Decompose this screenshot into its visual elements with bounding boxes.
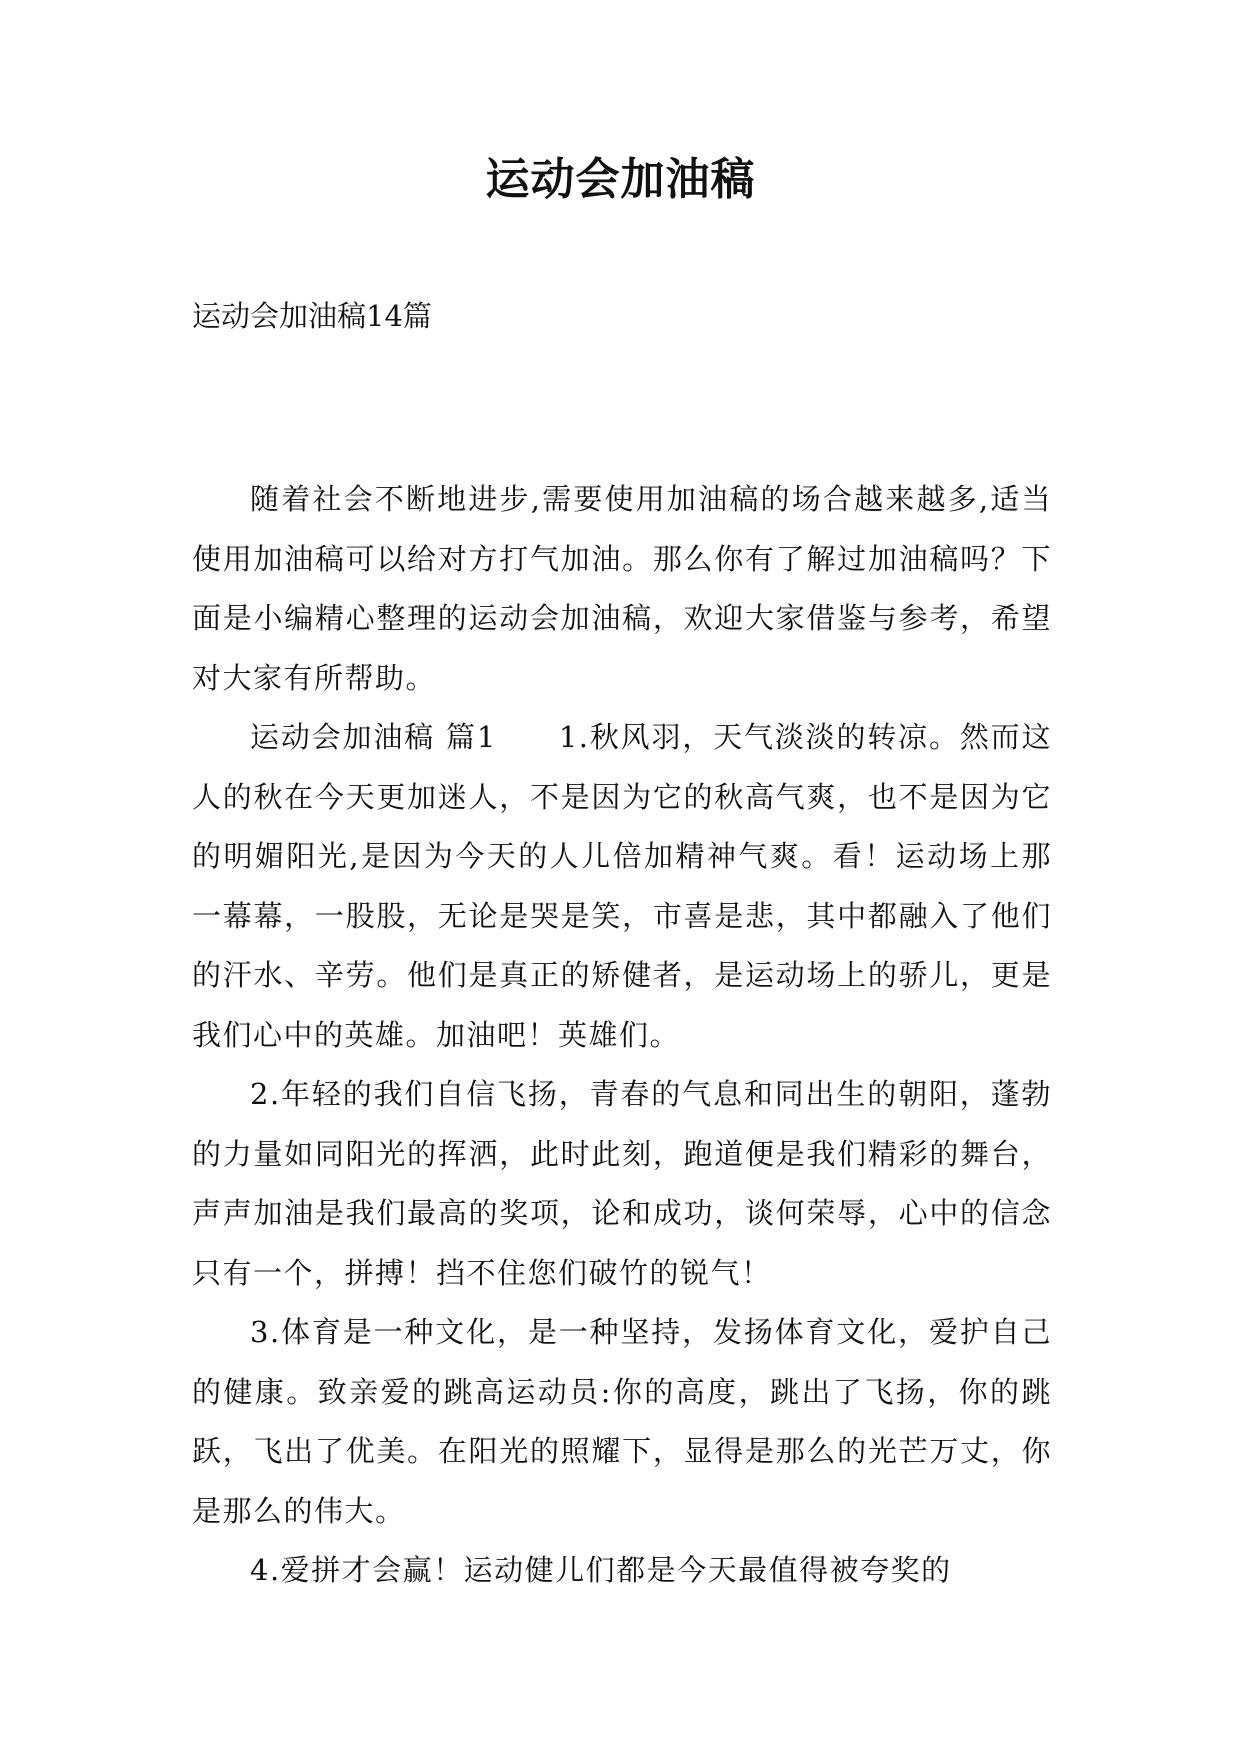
paragraph-intro: 随着社会不断地进步,需要使用加油稿的场合越来越多,适当使用加油稿可以给对方打气加油。那么你有了解过加油稿吗？下面是小编精心整理的运动会加油稿，欢迎大家借鉴与参考，希望对大家有所帮助。 — [192, 482, 1052, 695]
document-title: 运动会加油稿 — [485, 154, 756, 205]
paragraph-item-2: 2.年轻的我们自信飞扬，青春的气息和同出生的朝阳，蓬勃的力量如同阳光的挥洒，此时此刻，跑道便是我们精彩的舞台，声声加油是我们最高的奖项，论和成功，谈何荣辱，心中的信念只有一个，拼搏！挡不住您们破竹的锐气！ — [192, 1077, 1052, 1290]
paragraph-item-1: 运动会加油稿 篇1 1.秋风羽，天气淡淡的转凉。然而这人的秋在今天更加迷人，不是因为它的秋高气爽，也不是因为它的明媚阳光,是因为今天的人儿倍加精神气爽。看！运动场上那一幕幕，一股股，无论是哭是笑，市喜是悲，其中都融入了他们的汗水、辛劳。他们是真正的矫健者，是运动场上的骄儿，更是我们心中的英雄。加油吧！英雄们。 — [192, 720, 1052, 1052]
paragraph-item-4: 4.爱拼才会赢！运动健儿们都是今天最值得被夸奖的 — [250, 1553, 952, 1587]
document-subtitle: 运动会加油稿14篇 — [192, 299, 432, 333]
paragraph-item-3: 3.体育是一种文化，是一种坚持，发扬体育文化，爱护自己的健康。致亲爱的跳高运动员:你的高度，跳出了飞扬，你的跳跃，飞出了优美。在阳光的照耀下，显得是那么的光芒万丈，你是那么的伟大。 — [192, 1315, 1052, 1528]
document-body — [192, 470, 1052, 1601]
